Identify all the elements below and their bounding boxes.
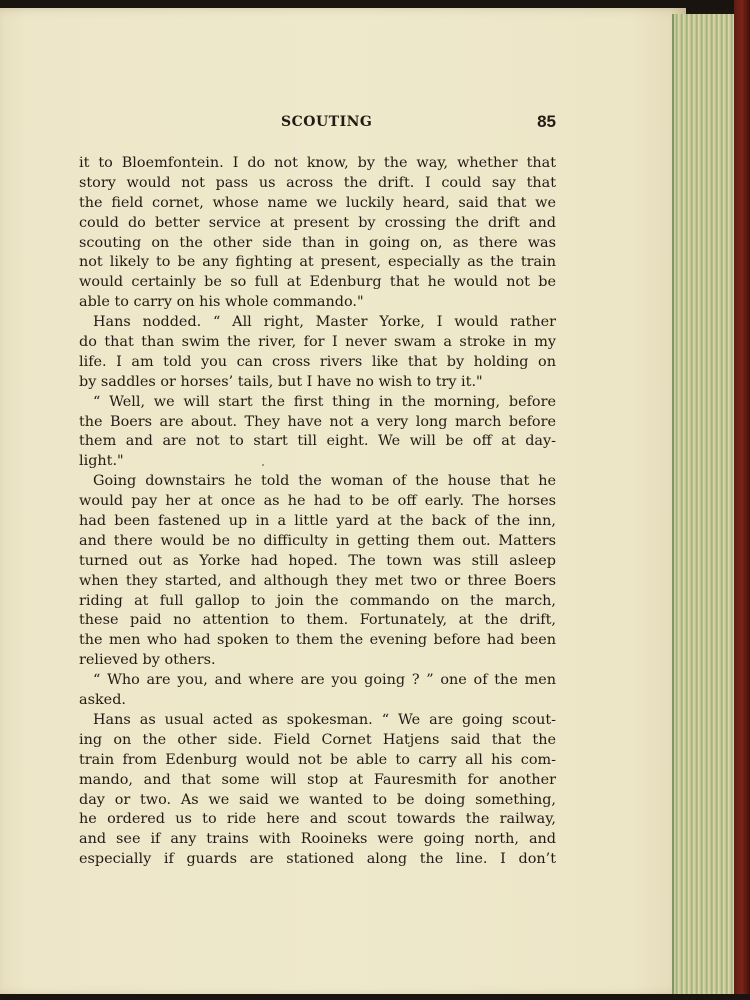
- text-line: story would not pass us across the drift. I could say that: [79, 174, 556, 191]
- page-edges: [672, 14, 738, 996]
- text-line: not likely to be any fighting at present, especially as the train: [79, 254, 556, 271]
- text-line: scouting on the other side than in going on, as there was: [79, 234, 556, 251]
- book-cover-edge: [734, 0, 750, 1000]
- text-line: do that than swim the river, for I never swam a stroke in my: [79, 334, 556, 351]
- text-line: light.": [79, 453, 124, 470]
- text-line: turned out as Yorke had hoped. The town was still asleep: [79, 552, 556, 569]
- paper-speck: [262, 464, 264, 466]
- text-line: relieved by others.: [79, 652, 216, 669]
- text-line: especially if guards are stationed along the line. I don’t: [79, 851, 556, 868]
- body-text: [79, 154, 556, 870]
- text-line: and there would be no difficulty in getting them out. Matters: [79, 532, 556, 549]
- text-line: Hans nodded. “ All right, Master Yorke, I would rather: [93, 314, 556, 331]
- running-head: SCOUTING: [281, 114, 373, 130]
- page-header: [0, 112, 560, 136]
- book-page: [0, 8, 686, 996]
- text-line: by saddles or horses’ tails, but I have no wish to try it.": [79, 373, 483, 390]
- book-cover-bottom: [0, 994, 750, 1000]
- text-line: he ordered us to ride here and scout towards the railway,: [79, 811, 556, 828]
- text-line: and see if any trains with Rooineks were going north, and: [79, 831, 556, 848]
- text-line: the Boers are about. They have not a very long march before: [79, 413, 556, 430]
- text-line: the men who had spoken to them the evening before had been: [79, 632, 556, 649]
- text-line: had been fastened up in a little yard at the back of the inn,: [79, 513, 556, 530]
- text-line: day or two. As we said we wanted to be doing something,: [79, 791, 556, 808]
- text-line: these paid no attention to them. Fortunately, at the drift,: [79, 612, 556, 629]
- text-line: it to Bloemfontein. I do not know, by the way, whether that: [79, 155, 556, 171]
- text-line: the field cornet, whose name we luckily heard, said that we: [79, 194, 556, 211]
- text-line: able to carry on his whole commando.": [79, 294, 364, 311]
- text-line: when they started, and although they met two or three Boers: [79, 572, 556, 589]
- text-line: asked.: [79, 692, 126, 709]
- text-line: life. I am told you can cross rivers like that by holding on: [79, 353, 556, 370]
- text-line: “ Who are you, and where are you going ? ” one of the men: [93, 672, 556, 689]
- text-line: Hans as usual acted as spokesman. “ We are going scout-: [93, 711, 556, 728]
- text-line: would certainly be so full at Edenburg that he would not be: [79, 274, 556, 291]
- text-line: ing on the other side. Field Cornet Hatjens said that the: [79, 731, 556, 748]
- text-line: train from Edenburg would not be able to carry all his com-: [79, 751, 556, 768]
- text-line: Going downstairs he told the woman of the house that he: [93, 473, 556, 490]
- text-line: riding at full gallop to join the commando on the march,: [79, 592, 556, 609]
- text-line: mando, and that some will stop at Fauresmith for another: [79, 771, 556, 788]
- text-line: them and are not to start till eight. We will be off at day-: [79, 433, 556, 450]
- page-number: 85: [537, 112, 556, 131]
- text-line: “ Well, we will start the first thing in the morning, before: [93, 393, 556, 410]
- text-line: could do better service at present by crossing the drift and: [79, 214, 556, 231]
- text-line: would pay her at once as he had to be off early. The horses: [79, 493, 556, 510]
